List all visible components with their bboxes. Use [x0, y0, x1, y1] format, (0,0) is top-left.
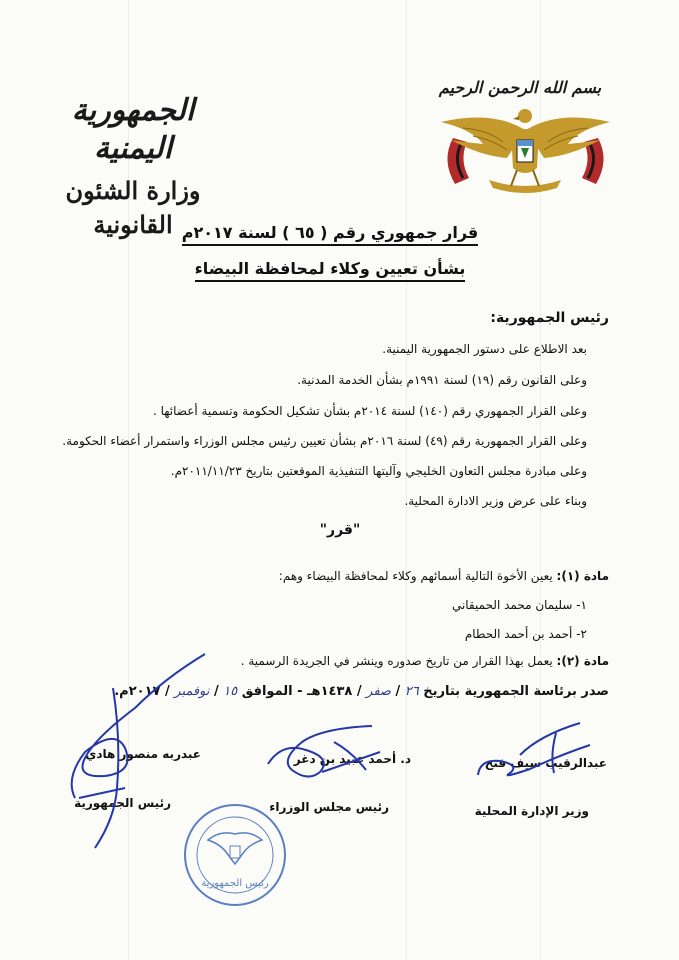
president-heading: رئيس الجمهورية:: [490, 310, 609, 326]
issued-prefix: صدر برئاسة الجمهورية بتاريخ: [423, 684, 609, 699]
seal-text: رئيس الجمهورية: [201, 878, 269, 889]
local-admin-minister-name: عبدالرقيب سيف فتح: [484, 756, 607, 770]
decided-heading: "قرر": [319, 522, 361, 538]
basmala: بسم الله الرحمن الرحيم: [438, 78, 602, 97]
local-admin-signature: [470, 715, 600, 785]
date-separator: -: [297, 684, 303, 699]
ministry-name: وزارة الشئون القانونية: [65, 176, 201, 239]
decree-title: [160, 223, 500, 242]
preamble-line: وعلى مبادرة مجلس التعاون الخليجي وآليتها التنفيذية الموقعتين بتاريخ ٢٠١١/١١/٢٣م.: [170, 464, 587, 478]
gregorian-month: نوفمبر: [174, 684, 210, 699]
article-2: [241, 654, 609, 668]
hijri-year: ١٤٣٨هـ: [307, 684, 353, 699]
president-title: رئيس الجمهورية: [74, 796, 171, 810]
decree-subject: [160, 259, 500, 278]
yemen-eagle-emblem-icon: [433, 100, 618, 200]
issued-date-line: صدر برئاسة الجمهورية بتاريخ ٢٦ / صفر / ١٤٣٨هـ - الموافق ١٥ / نوفمبر / ٢٠١٧م.: [114, 684, 609, 699]
hijri-day: ٢٦: [404, 684, 419, 699]
prime-minister-title: رئيس مجلس الوزراء: [269, 800, 389, 814]
gregorian-day: ١٥: [223, 684, 238, 699]
preamble-line: وبناء على عرض وزير الادارة المحلية.: [404, 494, 587, 508]
article-1-text: يعين الأخوة التالية أسمائهم وكلاء لمحافظة البيضاء وهم:: [278, 569, 553, 583]
prime-minister-name: د. أحمد عبيد بن دغر: [293, 752, 411, 766]
letterhead: [28, 92, 238, 242]
preamble-line: وعلى القانون رقم (١٩) لسنة ١٩٩١م بشأن الخدمة المدنية.: [297, 373, 587, 387]
presidential-seal-icon: [180, 800, 290, 910]
article-1-label: مادة (١):: [556, 569, 609, 583]
local-admin-minister-title: وزير الإدارة المحلية: [474, 804, 589, 818]
hijri-month: صفر: [366, 684, 391, 699]
preamble-line: وعلى القرار الجمهورية رقم (٤٩) لسنة ٢٠١٦م بشأن تعيين رئيس مجلس الوزراء واستمرار أعضاء الحكومة.: [62, 434, 587, 448]
article-2-text: يعمل بهذا القرار من تاريخ صدوره وينشر في الجريدة الرسمية .: [240, 654, 553, 668]
article-2-label: مادة (٢):: [556, 654, 609, 668]
appointee-name: ٢- أحمد بن أحمد الحطام: [464, 627, 587, 641]
prime-minister-signature: [262, 712, 387, 787]
republic-name: الجمهورية اليمنية: [71, 93, 195, 166]
paper-fold: [406, 0, 407, 960]
decree-title-text: قرار جمهوري رقم ( ٦٥ ) لسنة ٢٠١٧م: [182, 223, 479, 246]
article-1: [279, 569, 609, 583]
president-name: عبدربه منصور هادي: [85, 747, 201, 761]
preamble-line: وعلى القرار الجمهوري رقم (١٤٠) لسنة ٢٠١٤م بشأن تشكيل الحكومة وتسمية أعضائها .: [152, 404, 587, 418]
decree-subject-text: بشأن تعيين وكلاء لمحافظة البيضاء: [195, 259, 466, 282]
preamble-line: بعد الاطلاع على دستور الجمهورية اليمنية.: [382, 342, 587, 356]
appointee-name: ١- سليمان محمد الحميقاني: [451, 598, 587, 612]
gregorian-year: ٢٠١٧م.: [114, 684, 161, 699]
corresponding-label: الموافق: [241, 684, 293, 699]
